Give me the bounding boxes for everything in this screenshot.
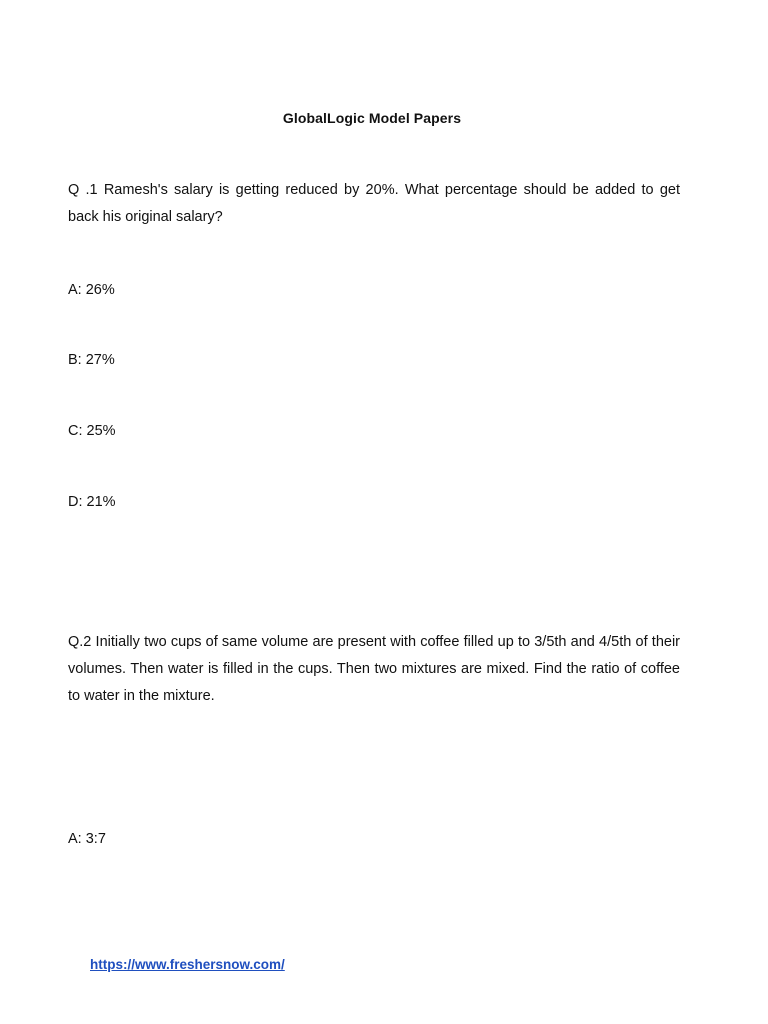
question-1-option-c: C: 25% — [68, 423, 116, 439]
question-2-text: Q.2 Initially two cups of same volume are present with coffee filled up to 3/5th and 4/5th of their volumes. Then water is filled in the cups. Then two mixtures are mixed. Find the ratio of coffee to water in the mixture. — [68, 634, 680, 704]
question-1-option-b: B: 27% — [68, 352, 115, 368]
footer-link[interactable]: https://www.freshersnow.com/ — [90, 957, 285, 972]
page-title: GlobalLogic Model Papers — [282, 110, 462, 126]
question-1-text: Q .1 Ramesh's salary is getting reduced by 20%. What percentage should be added to get back his original salary? — [68, 182, 680, 225]
question-2-option-a: A: 3:7 — [68, 831, 106, 847]
question-1-option-a: A: 26% — [68, 282, 115, 298]
question-1-option-d: D: 21% — [68, 494, 116, 510]
